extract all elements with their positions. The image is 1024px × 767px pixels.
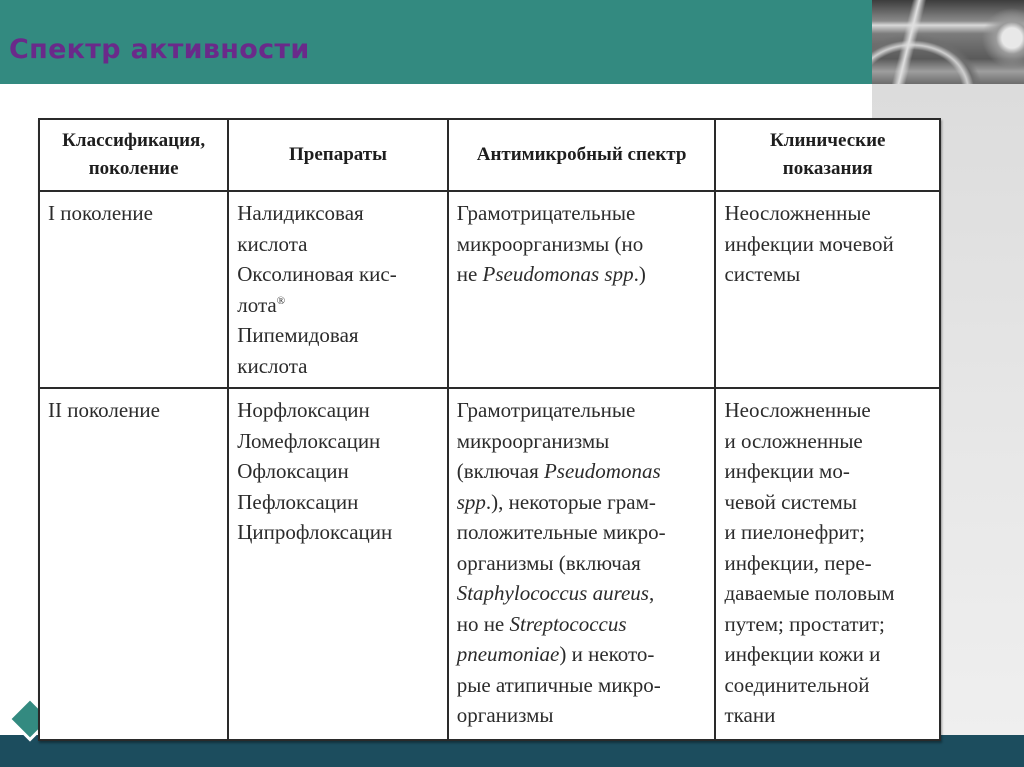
table-row <box>39 191 940 388</box>
spectrum-cell: Грамотрицательные микроорганизмы (но не Pseudomonas spp.) <box>448 191 716 388</box>
column-header-classification: Классификация, поколение <box>39 119 228 191</box>
slide-header-bar <box>0 0 872 84</box>
table-row <box>39 388 940 740</box>
table-header-row <box>39 119 940 191</box>
column-header-spectrum: Антимикробный спектр <box>448 119 716 191</box>
indications-cell: Неосложненные инфекции мочевой системы <box>715 191 940 388</box>
drugs-cell: Налидиксовая кислота Оксолиновая кис- лота® Пипемидовая кислота <box>228 191 447 388</box>
generation-cell: I поколение <box>39 191 228 388</box>
column-header-drugs: Препараты <box>228 119 447 191</box>
photo-highlight <box>892 0 927 84</box>
column-header-indications: Клинические показания <box>715 119 940 191</box>
slide-title: Спектр активности <box>9 34 310 65</box>
generation-cell: II поколение <box>39 388 228 740</box>
indications-cell: Неосложненные и осложненные инфекции мо- чевой системы и пиелонефрит; инфекции, пере- даваемые половым путем; простатит; инфекции кожи и соединительной ткани <box>715 388 940 740</box>
spectrum-cell: Грамотрицательные микроорганизмы (включая Pseudomonas spp.), некоторые грам- положительные микро- организмы (включая Staphylococcus aureus, но не Streptococcus pneumoniae) и некото- рые атипичные микро- организмы <box>448 388 716 740</box>
registered-mark: ® <box>276 294 286 307</box>
drugs-cell: Норфлоксацин Ломефлоксацин Офлоксацин Пефлоксацин Ципрофлоксацин <box>228 388 447 740</box>
quinolone-spectrum-table <box>38 118 941 741</box>
decorative-photo <box>872 0 1024 84</box>
